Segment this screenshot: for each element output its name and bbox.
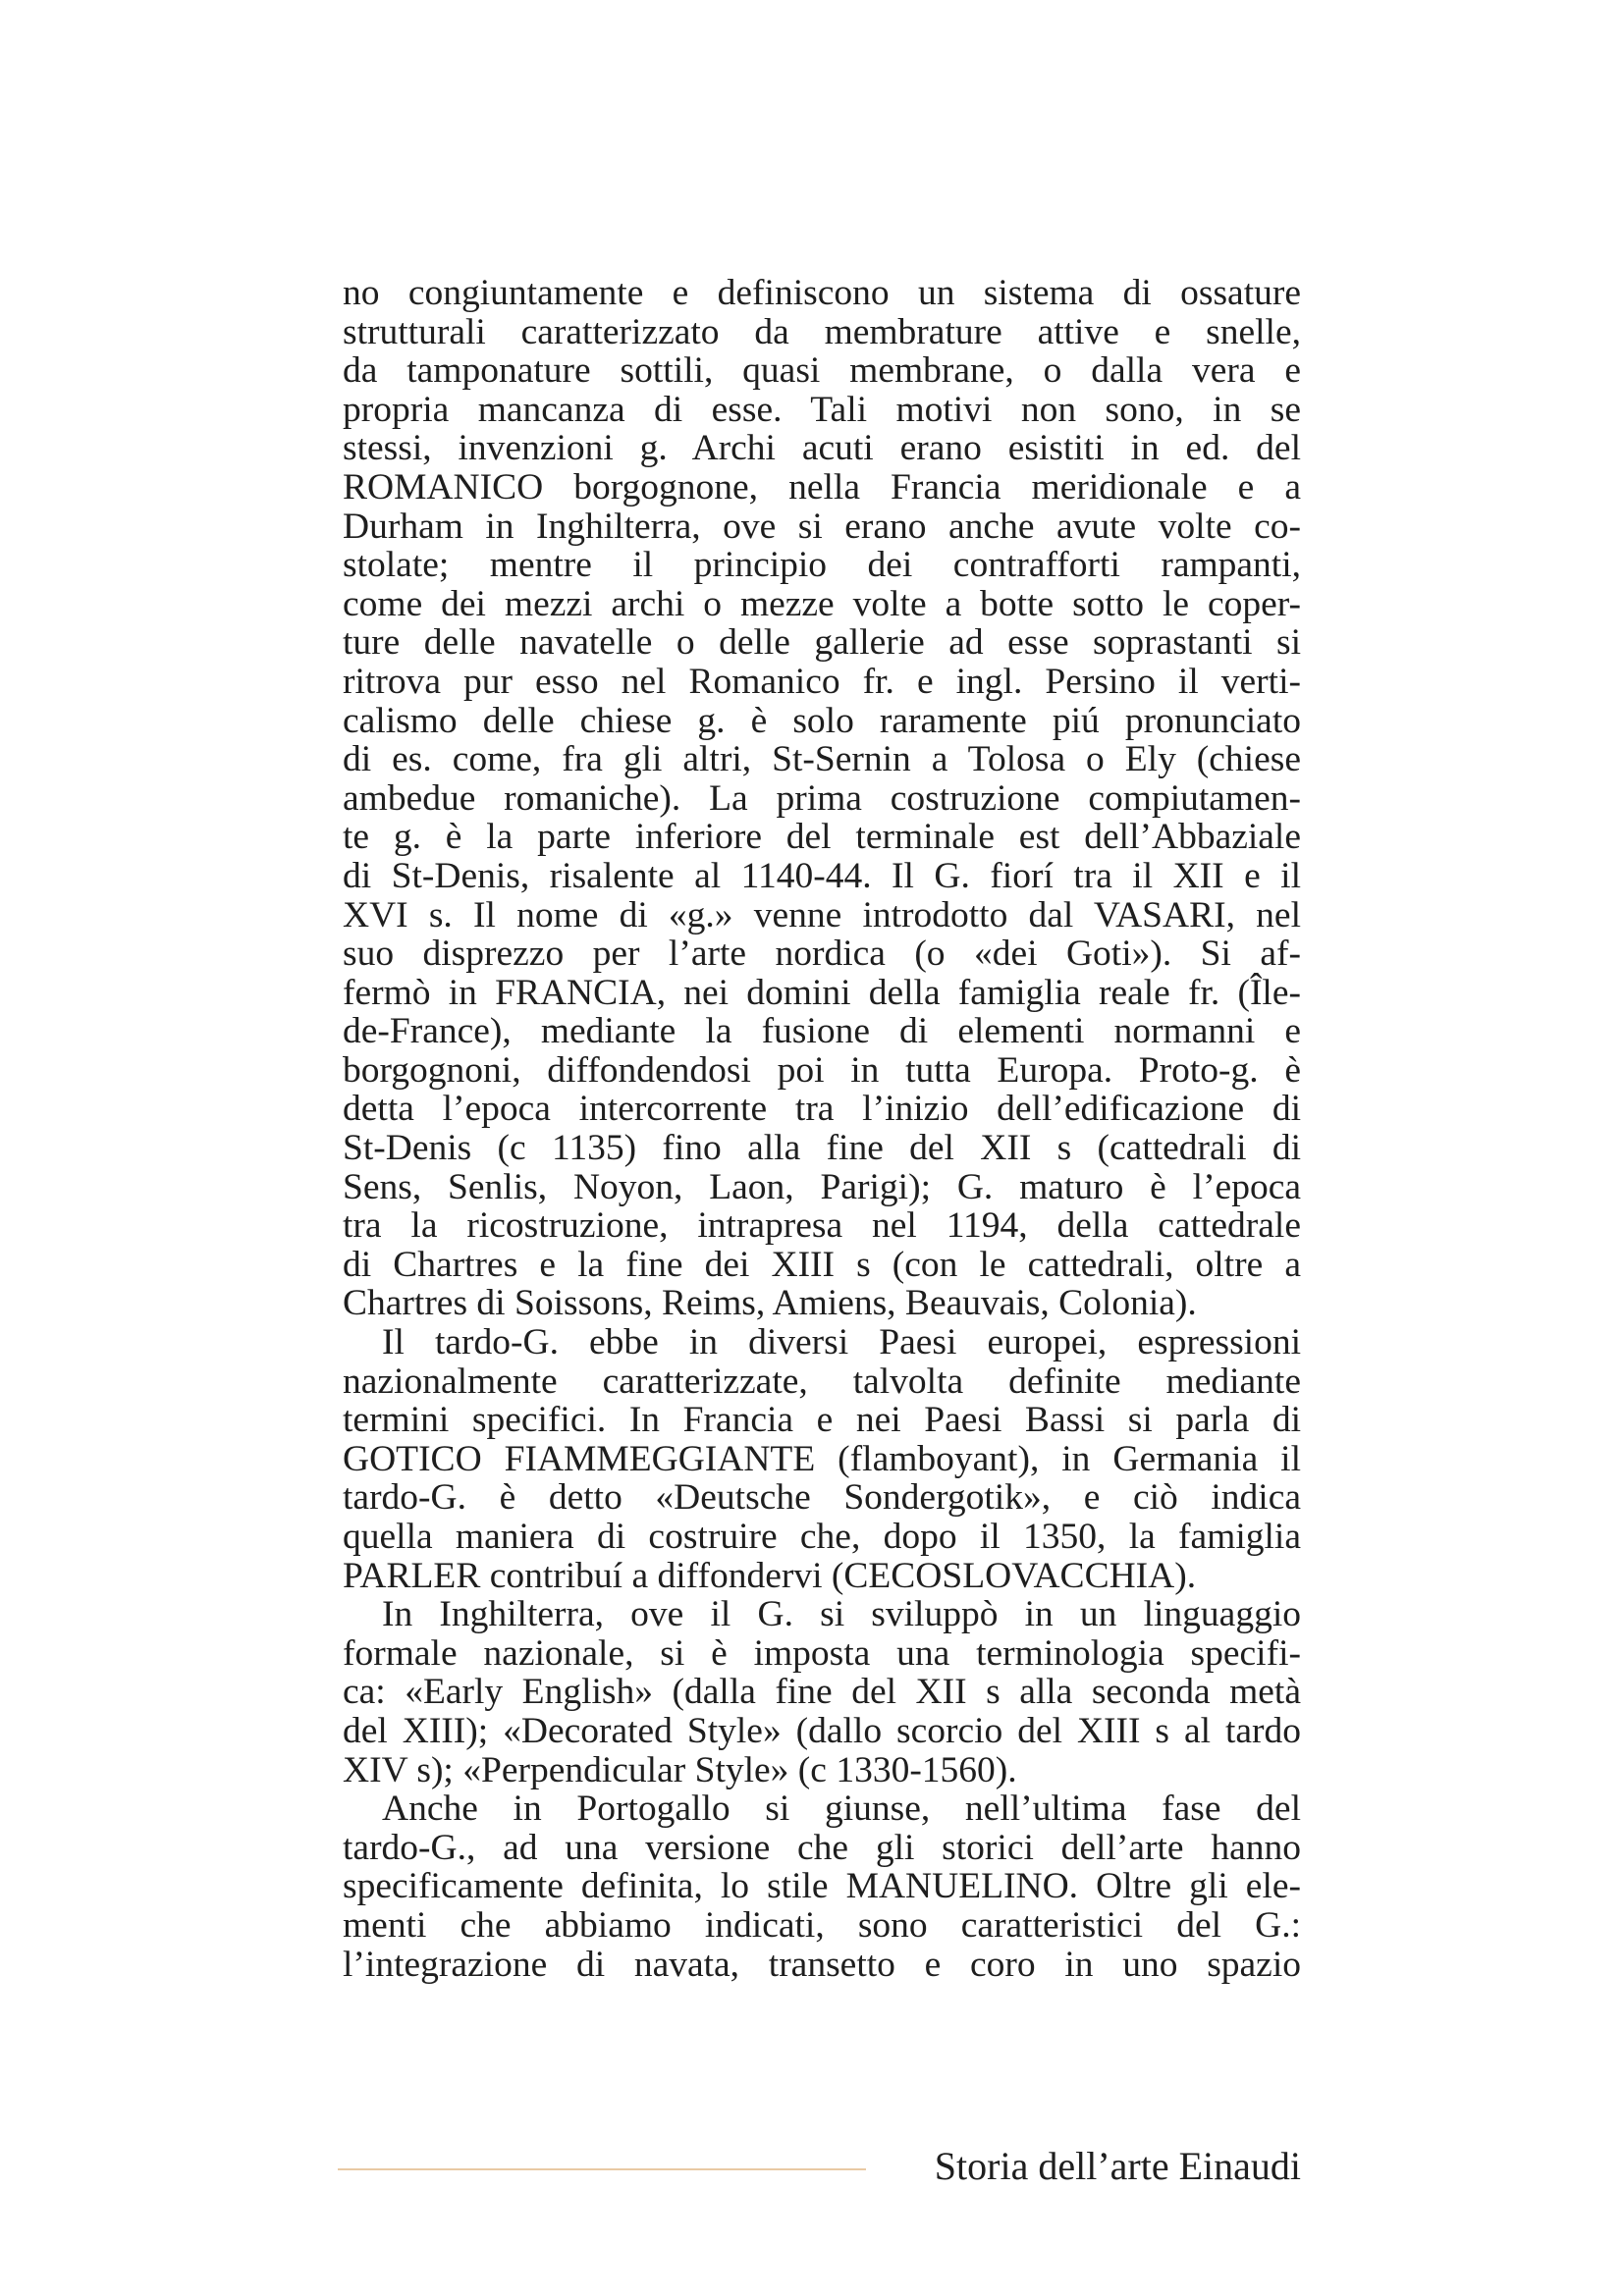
- text-line: formale nazionale, si è imposta una terminologia specifi-: [343, 1632, 1301, 1674]
- text-line: stessi, invenzioni g. Archi acuti erano esistiti in ed. del: [343, 428, 1301, 469]
- text-line: ture delle navatelle o delle gallerie ad esse soprastanti si: [343, 622, 1301, 664]
- page-footer: [338, 2142, 1301, 2191]
- text-line: come dei mezzi archi o mezze volte a botte sotto le coper-: [343, 583, 1301, 624]
- text-line: di St-Denis, risalente al 1140-44. Il G. fiorí tra il XII e il: [343, 855, 1301, 896]
- text-line: stolate; mentre il principio dei contrafforti rampanti,: [343, 545, 1301, 586]
- text-line: Chartres di Soissons, Reims, Amiens, Beauvais, Colonia).: [343, 1283, 1197, 1324]
- text-line: ROMANICO borgognone, nella Francia meridionale e a: [343, 466, 1301, 507]
- text-line: menti che abbiamo indicati, sono caratteristici del G.:: [343, 1904, 1301, 1946]
- text-line: Durham in Inghilterra, ove si erano anche avute volte co-: [343, 506, 1301, 547]
- text-line: termini specifici. In Francia e nei Paesi Bassi si parla di: [343, 1400, 1301, 1441]
- text-line: detta l’epoca intercorrente tra l’inizio dell’edificazione di: [343, 1089, 1301, 1130]
- text-line: del XIII); «Decorated Style» (dallo scorcio del XIII s al tardo: [343, 1710, 1301, 1751]
- text-line: Anche in Portogallo si giunse, nell’ultima fase del: [382, 1789, 1301, 1830]
- text-line: tardo-G. è detto «Deutsche Sondergotik», e ciò indica: [343, 1477, 1301, 1519]
- footer-title: Storia dell’arte Einaudi: [934, 2144, 1301, 2188]
- text-line: quella maniera di costruire che, dopo il 1350, la famiglia: [343, 1517, 1301, 1557]
- text-line: di es. come, fra gli altri, St-Sernin a Tolosa o Ely (chiese: [343, 739, 1301, 780]
- text-line: Sens, Senlis, Noyon, Laon, Parigi); G. maturo è l’epoca: [343, 1166, 1301, 1207]
- text-line: no congiuntamente e definiscono un sistema di ossature: [343, 273, 1301, 313]
- text-line: PARLER contribuí a diffondervi (CECOSLOVACCHIA).: [343, 1555, 1197, 1596]
- text-line: XVI s. Il nome di «g.» venne introdotto dal VASARI, nel: [343, 894, 1301, 935]
- text-line: da tamponature sottili, quasi membrane, o dalla vera e: [343, 350, 1301, 392]
- text-line: GOTICO FIAMMEGGIANTE (flamboyant), in Germania il: [343, 1438, 1301, 1479]
- text-line: de-France), mediante la fusione di elementi normanni e: [343, 1011, 1301, 1052]
- text-line: di Chartres e la fine dei XIII s (con le cattedrali, oltre a: [343, 1244, 1301, 1285]
- text-line: ambedue romaniche). La prima costruzione compiutamen-: [343, 777, 1301, 819]
- footer-rule: [338, 2168, 866, 2170]
- body-text: [343, 274, 1301, 1984]
- text-line: tardo-G., ad una versione che gli storici dell’arte hanno: [343, 1827, 1301, 1868]
- text-line: strutturali caratterizzato da membrature attive e snelle,: [343, 311, 1301, 352]
- text-line: nazionalmente caratterizzate, talvolta definite mediante: [343, 1361, 1301, 1402]
- text-line: l’integrazione di navata, transetto e coro in uno spazio: [343, 1944, 1301, 1985]
- text-line: te g. è la parte inferiore del terminale est dell’Abbaziale: [343, 817, 1301, 858]
- text-line: ca: «Early English» (dalla fine del XII s alla seconda metà: [343, 1672, 1301, 1713]
- text-line: ritrova pur esso nel Romanico fr. e ingl. Persino il verti-: [343, 661, 1301, 702]
- text-line: fermò in FRANCIA, nei domini della famiglia reale fr. (Île-: [343, 972, 1301, 1013]
- text-line: Il tardo-G. ebbe in diversi Paesi europei, espressioni: [382, 1322, 1301, 1363]
- text-line: suo disprezzo per l’arte nordica (o «dei Goti»). Si af-: [343, 934, 1301, 975]
- text-line: St-Denis (c 1135) fino alla fine del XII s (cattedrali di: [343, 1128, 1301, 1169]
- text-line: tra la ricostruzione, intrapresa nel 1194, della cattedrale: [343, 1205, 1301, 1247]
- text-line: XIV s); «Perpendicular Style» (c 1330-1560).: [343, 1749, 1017, 1790]
- text-line: specificamente definita, lo stile MANUELINO. Oltre gli ele-: [343, 1866, 1301, 1907]
- text-line: calismo delle chiese g. è solo raramente piú pronunciato: [343, 700, 1301, 741]
- text-line: In Inghilterra, ove il G. si sviluppò in un linguaggio: [382, 1594, 1301, 1635]
- text-line: propria mancanza di esse. Tali motivi non sono, in se: [343, 389, 1301, 430]
- text-line: borgognoni, diffondendosi poi in tutta Europa. Proto-g. è: [343, 1049, 1301, 1091]
